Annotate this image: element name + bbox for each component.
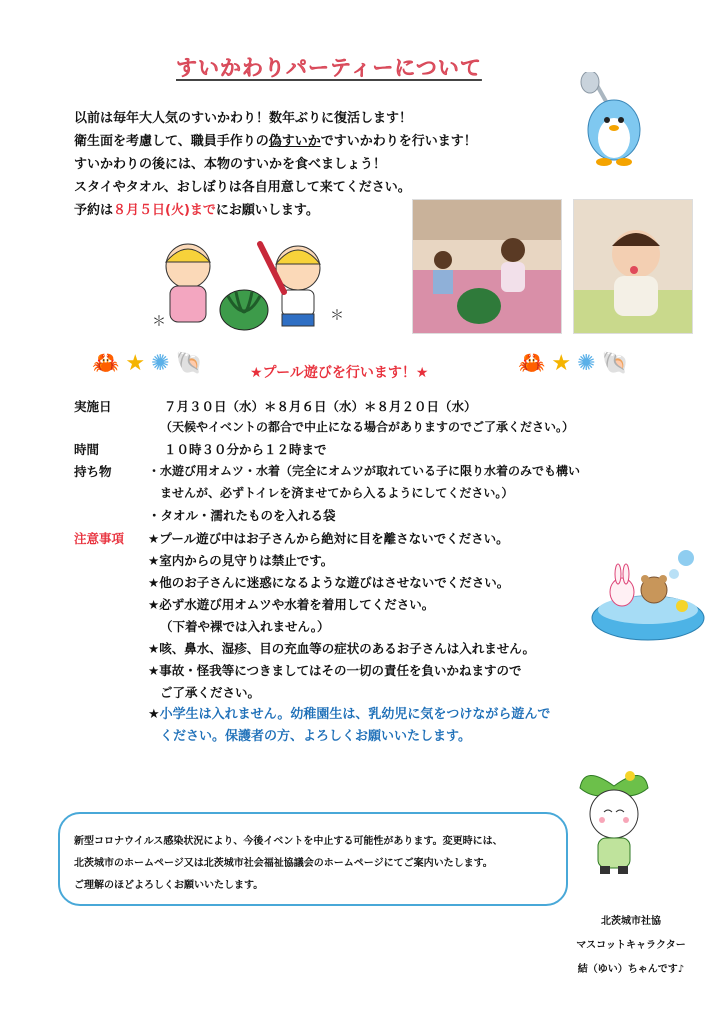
seashell-icon: 🐚 xyxy=(175,351,203,376)
intro-line-5: 予約は８月５日(火)までにお願いします。 xyxy=(74,203,319,218)
left-decorations xyxy=(92,351,203,376)
caution-4a: ★必ず水遊び用オムツや水着を着用してください。 xyxy=(148,597,435,612)
notice-line-2: 北茨城市のホームページ又は北茨城市社会福祉協議会のホームページにてご案内いたします。 xyxy=(74,858,493,869)
time-label: 時間 xyxy=(74,442,100,457)
svg-text:＊: ＊ xyxy=(152,314,166,330)
caution-4b: （下着や裸では入れません。） xyxy=(160,619,330,634)
caution-label: 注意事項 xyxy=(74,531,125,546)
mascot-caption-3: 結（ゆい）ちゃんです♪ xyxy=(577,964,685,975)
intro-line-3: すいかわりの後には、本物のすいかを食べましょう！ xyxy=(74,157,387,172)
items-line-3: ・タオル・濡れたものを入れる袋 xyxy=(148,508,336,523)
notice-line-1: 新型コロナウイルス感染状況により、今後イベントを中止する可能性があります。変更時には、 xyxy=(74,836,503,847)
page-title: すいかわりパーティーについて xyxy=(176,56,482,80)
right-decorations xyxy=(518,351,629,376)
svg-text:＊: ＊ xyxy=(330,308,344,324)
items-line-1: ・水遊び用オムツ・水着（完全にオムツが取れている子に限り水着のみでも構い xyxy=(148,464,581,478)
crab-icon: 🦀 xyxy=(518,351,546,376)
starfish-icon: ★ xyxy=(125,351,146,376)
penguin-mascot-icon xyxy=(576,72,646,168)
date-value: ７月３０日（水）＊８月６日（水）＊８月２０日（水） xyxy=(164,399,477,414)
crab-icon: 🦀 xyxy=(92,351,120,376)
caution-1: ★プール遊び中はお子さんから絶対に目を離さないでください。 xyxy=(148,531,509,546)
starfish-icon: ★ xyxy=(551,351,572,376)
watermelon-kids-illustration xyxy=(148,236,348,336)
pool-animals-illustration xyxy=(588,548,708,644)
pool-heading: ★プール遊びを行います！★ xyxy=(250,365,429,381)
intro-line-1: 以前は毎年大人気のすいかわり！数年ぶりに復活します！ xyxy=(74,111,413,126)
caution-3: ★他のお子さんに迷惑になるような遊びはさせないでください。 xyxy=(148,575,510,590)
float-ring-icon: ✺ xyxy=(577,351,596,376)
caution-6a: ★事故・怪我等につきましてはその一切の責任を負いかねますので xyxy=(148,663,522,678)
notice-line-3: ご理解のほどよろしくお願いいたします。 xyxy=(74,880,264,891)
seashell-icon: 🐚 xyxy=(601,351,629,376)
caution-2: ★室内からの見守りは禁止です。 xyxy=(148,553,334,568)
watermelon-photo-1 xyxy=(412,199,562,334)
caution-7b: ください。保護者の方、よろしくお願いいたします。 xyxy=(160,729,471,744)
date-label: 実施日 xyxy=(74,399,112,414)
date-note: （天候やイベントの都合で中止になる場合がありますのでご了承ください。） xyxy=(160,420,575,434)
caution-6b: ご了承ください。 xyxy=(160,685,261,700)
yui-chan-mascot-icon xyxy=(574,766,654,878)
time-value: １０時３０分から１２時まで xyxy=(164,442,327,457)
baby-photo xyxy=(573,199,693,334)
items-label: 持ち物 xyxy=(74,464,112,479)
float-ring-icon: ✺ xyxy=(151,351,170,376)
caution-5: ★咳、鼻水、湿疹、目の充血等の症状のあるお子さんは入れません。 xyxy=(148,641,535,656)
caution-7a: ★小学生は入れません。幼稚園生は、乳幼児に気をつけながら遊んで xyxy=(148,707,551,722)
items-line-2: ませんが、必ずトイレを済ませてから入るようにしてください。） xyxy=(160,486,514,500)
intro-line-2: 衛生面を考慮して、職員手作りの偽すいかですいかわりを行います！ xyxy=(74,134,477,149)
mascot-caption-2: マスコットキャラクター xyxy=(576,940,686,951)
intro-line-4: スタイやタオル、おしぼりは各自用意して来てください。 xyxy=(74,180,411,195)
mascot-caption-1: 北茨城市社協 xyxy=(601,916,661,927)
